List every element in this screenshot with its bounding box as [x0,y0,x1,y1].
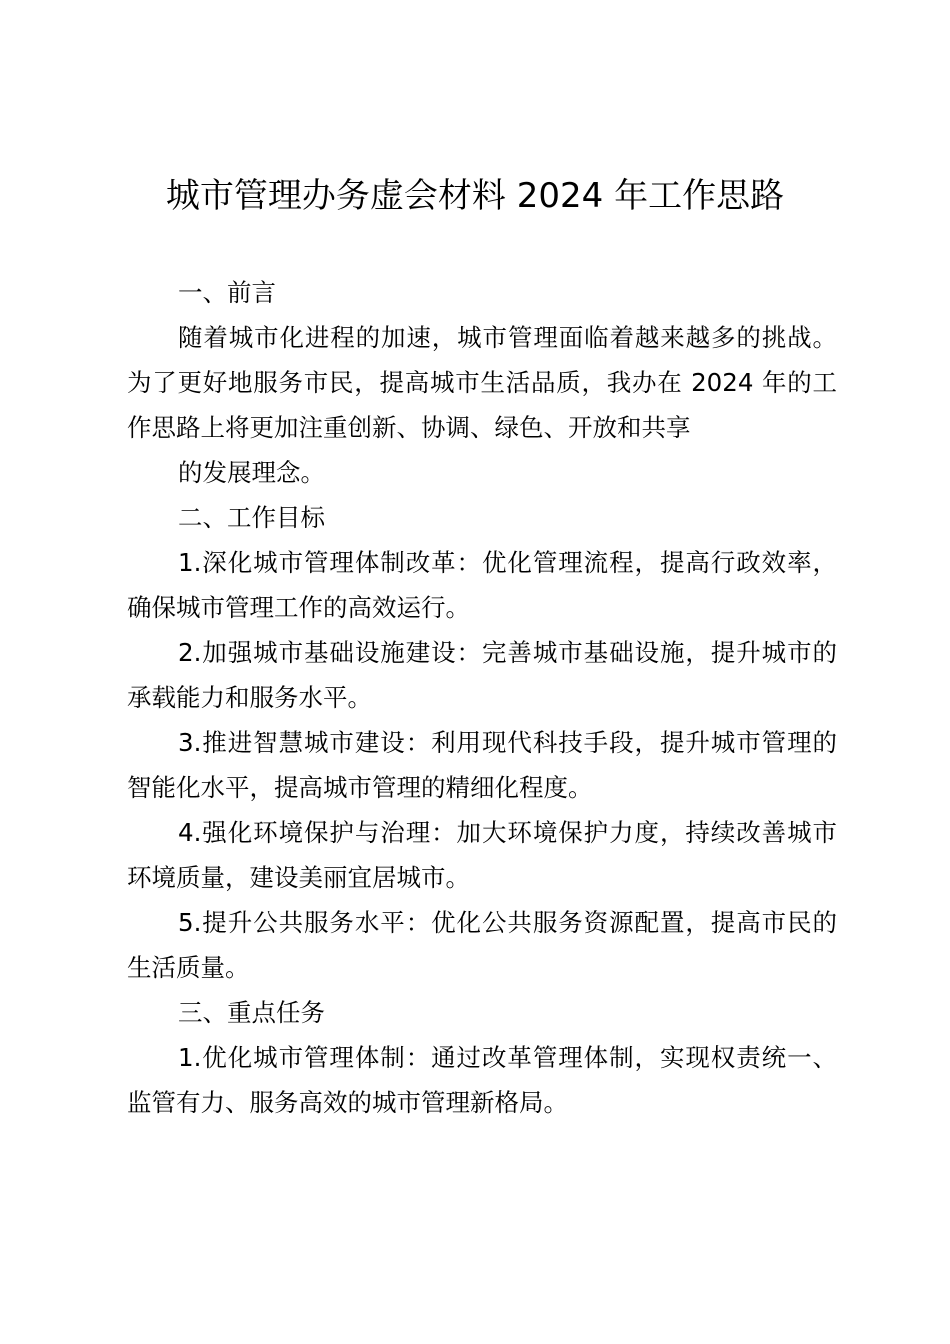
goal-item: 2.加强城市基础设施建设：完善城市基础设施，提升城市的承载能力和服务水平。 [127,638,837,712]
section-heading-tasks: 三、重点任务 [178,998,325,1027]
goal-item: 4.强化环境保护与治理：加大环境保护力度，持续改善城市环境质量，建设美丽宜居城市。 [127,818,837,892]
section-heading-preface: 一、前言 [178,278,276,307]
goal-item: 1.深化城市管理体制改革：优化管理流程，提高行政效率，确保城市管理工作的高效运行。 [127,548,837,622]
document-body [127,270,837,1125]
goal-item: 3.推进智慧城市建设：利用现代科技手段，提升城市管理的智能化水平，提高城市管理的精细化程度。 [127,728,837,802]
preface-paragraph: 随着城市化进程的加速，城市管理面临着越来越多的挑战。为了更好地服务市民，提高城市生活品质，我办在 2024 年的工作思路上将更加注重创新、协调、绿色、开放和共享 [127,323,837,442]
goal-item: 5.提升公共服务水平：优化公共服务资源配置，提高市民的生活质量。 [127,908,837,982]
preface-paragraph-continued: 的发展理念。 [178,458,325,487]
section-heading-goals: 二、工作目标 [178,503,325,532]
document-title: 城市管理办务虚会材料 2024 年工作思路 [165,176,785,216]
task-item: 1.优化城市管理体制：通过改革管理体制，实现权责统一、监管有力、服务高效的城市管理新格局。 [127,1043,837,1117]
